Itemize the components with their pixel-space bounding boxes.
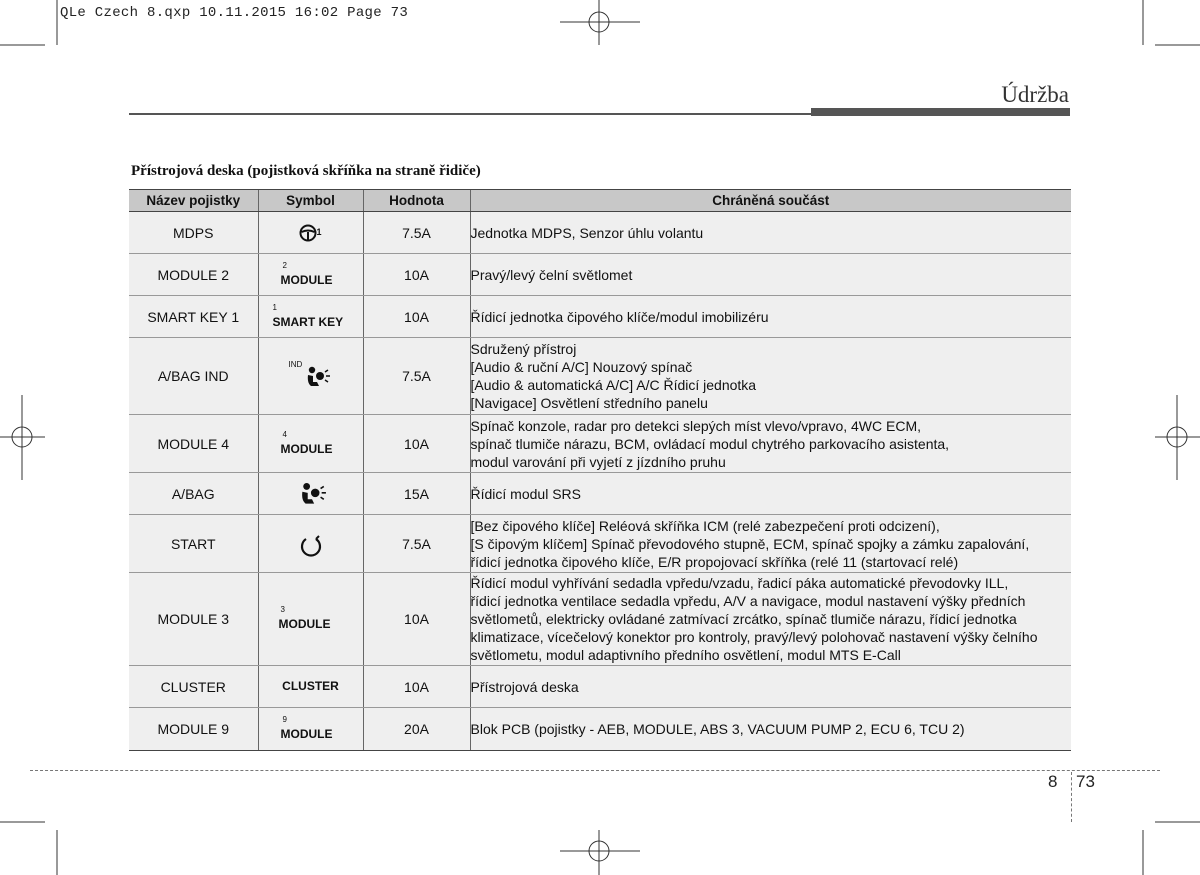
col-header-value: Hodnota (363, 190, 470, 212)
col-header-protected: Chráněná součást (470, 190, 1071, 212)
description-line: řídicí jednotka ventilace sedadla vpředu, A/V a navigace, modul nastavení výšky předních (470, 593, 1026, 609)
description-line: spínač tlumiče nárazu, BCM, ovládací modul chytrého parkovacího asistenta, (470, 435, 950, 452)
fuse-name: MODULE 2 (129, 254, 258, 296)
description-line: Jednotka MDPS, Senzor úhlu volantu (470, 224, 704, 241)
airbag-icon (297, 482, 327, 508)
fuse-name: A/BAG IND (129, 338, 258, 415)
fuse-name: SMART KEY 1 (129, 296, 258, 338)
description-line: [Audio & automatická A/C] A/C Řídicí jednotka (470, 377, 757, 393)
fuse-name: A/BAG (129, 473, 258, 515)
table-row (129, 515, 1071, 573)
fuse-description (470, 254, 1071, 296)
fuse-symbol (258, 338, 363, 415)
fuse-description (470, 473, 1071, 515)
fuse-description (470, 515, 1071, 573)
table-header-row (129, 190, 1071, 212)
page-number: 73 (1076, 772, 1095, 791)
header-rule (129, 113, 812, 115)
fuse-symbol (258, 473, 363, 515)
symbol-label: MODULE (280, 727, 333, 741)
fuse-name: MODULE 9 (129, 708, 258, 751)
fuse-value: 10A (363, 296, 470, 338)
symbol-label: CLUSTER (282, 678, 339, 693)
table-row (129, 415, 1071, 473)
fuse-value: 10A (363, 666, 470, 708)
fuse-table (129, 189, 1071, 751)
fuse-value: 7.5A (363, 515, 470, 573)
fuse-name: START (129, 515, 258, 573)
fuse-symbol (258, 666, 363, 708)
description-line: světlometu, modul adaptivního předního osvětlení, modul MTS E-Call (470, 647, 901, 663)
table-row (129, 254, 1071, 296)
fuse-symbol (258, 212, 363, 254)
symbol-label: SMART KEY (272, 314, 344, 329)
table-row (129, 296, 1071, 338)
fuse-description (470, 296, 1071, 338)
fuse-name: MODULE 4 (129, 415, 258, 473)
description-line: [Audio & ruční A/C] Nouzový spínač (470, 359, 693, 375)
fuse-description (470, 415, 1071, 473)
description-line: klimatizace, vícečelový konektor pro kontroly, pravý/levý polohovač nastavení výšky čelního (470, 629, 1038, 645)
table-row (129, 212, 1071, 254)
fuse-description (470, 666, 1071, 708)
table-title: Přístrojová deska (pojistková skříňka na straně řidiče) (131, 163, 481, 179)
description-line: Řídicí jednotka čipového klíče/modul imobilizéru (470, 308, 769, 325)
description-line: Přístrojová deska (470, 678, 579, 695)
description-line: [S čipovým klíčem] Spínač převodového stupně, ECM, spínač spojky a zámku zapalování, (470, 535, 1030, 552)
description-line: řídicí jednotka čipového klíče, E/R propojovací skříňka (relé 11 (startovací relé) (470, 553, 959, 570)
col-header-symbol: Symbol (258, 190, 363, 212)
symbol-number: 1 (316, 226, 322, 237)
fuse-symbol (258, 415, 363, 473)
fuse-name: MODULE 3 (129, 573, 258, 666)
table-row (129, 666, 1071, 708)
header-rule-bar (811, 108, 1070, 116)
description-line: Řídicí modul SRS (470, 485, 581, 502)
fuse-symbol (258, 708, 363, 751)
symbol-number: 4 (282, 429, 287, 439)
symbol-number: 9 (282, 715, 287, 724)
fuse-value: 7.5A (363, 212, 470, 254)
fuse-value: 15A (363, 473, 470, 515)
symbol-number: 3 (280, 605, 285, 614)
symbol-number: 2 (282, 260, 287, 270)
print-slug: QLe Czech 8.qxp 10.11.2015 16:02 Page 73 (60, 5, 409, 21)
table-row (129, 708, 1071, 751)
symbol-label: IND (288, 360, 303, 369)
table-row (129, 338, 1071, 415)
fuse-description (470, 338, 1071, 415)
table-row (129, 473, 1071, 515)
page-number-separator (1071, 772, 1072, 822)
fuse-symbol (258, 515, 363, 573)
fuse-description (470, 708, 1071, 751)
table-row (129, 573, 1071, 666)
description-line: Sdružený přístroj (470, 341, 577, 357)
symbol-label: MODULE (278, 617, 331, 631)
fuse-symbol (258, 296, 363, 338)
description-line: [Navigace] Osvětlení středního panelu (470, 395, 708, 411)
start-icon (299, 534, 323, 558)
fuse-value: 10A (363, 573, 470, 666)
fuse-value: 20A (363, 708, 470, 751)
description-line: Blok PCB (pojistky - AEB, MODULE, ABS 3, VACUUM PUMP 2, ECU 6, TCU 2) (470, 721, 965, 737)
fuse-symbol (258, 573, 363, 666)
fuse-symbol (258, 254, 363, 296)
fuse-name: CLUSTER (129, 666, 258, 708)
fuse-value: 7.5A (363, 338, 470, 415)
section-title: Údržba (1001, 82, 1069, 107)
fuse-description (470, 573, 1071, 666)
fuse-value: 10A (363, 254, 470, 296)
description-line: [Bez čipového klíče] Reléová skříňka ICM (relé zabezpečení proti odcizení), (470, 517, 940, 534)
symbol-label: MODULE (280, 441, 333, 456)
footer-rule (30, 770, 1160, 771)
fuse-value: 10A (363, 415, 470, 473)
chapter-number: 8 (1048, 772, 1058, 791)
description-line: Pravý/levý čelní světlomet (470, 266, 633, 283)
fuse-description (470, 212, 1071, 254)
description-line: modul varování při vyjetí z jízdního pruhu (470, 453, 726, 470)
col-header-name: Název pojistky (129, 190, 258, 212)
description-line: Řídicí modul vyhřívání sedadla vpředu/vzadu, řadicí páka automatické převodovky ILL, (470, 575, 1009, 591)
description-line: Spínač konzole, radar pro detekci slepých míst vlevo/vpravo, 4WC ECM, (470, 417, 922, 434)
airbag-indicator-icon (303, 366, 331, 390)
symbol-label: MODULE (280, 272, 333, 287)
description-line: světlometů, elektricky ovládané zatmívací zrcátko, spínač tlumiče nárazu, řídicí jednotka (470, 611, 1017, 627)
steering-wheel-icon (299, 224, 317, 242)
fuse-name: MDPS (129, 212, 258, 254)
symbol-number: 1 (272, 302, 277, 312)
